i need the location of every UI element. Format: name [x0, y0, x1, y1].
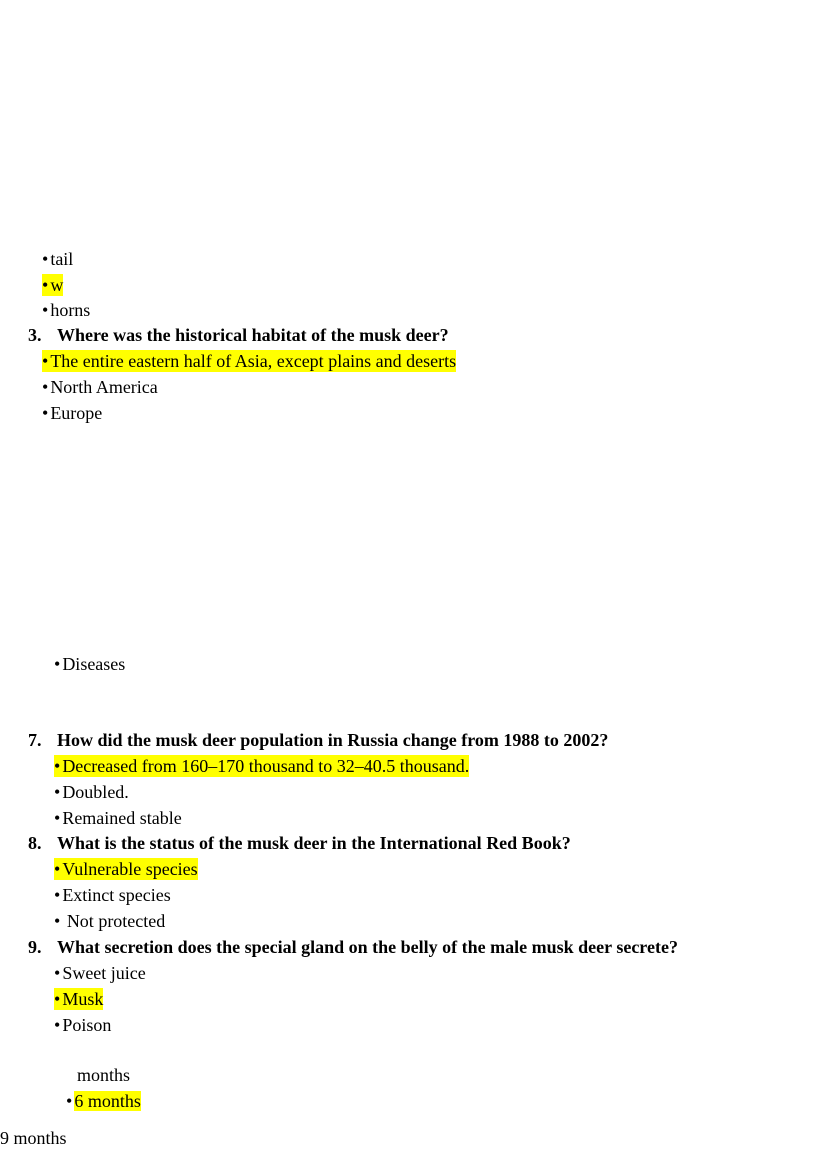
question-number: 8.	[28, 833, 42, 853]
q3-option-2: • North America	[42, 376, 158, 398]
question-text: How did the musk deer population in Russia change from 1988 to 2002?	[57, 730, 609, 750]
option-6-months-highlighted: • 6 months	[66, 1090, 141, 1112]
question-8	[28, 832, 571, 854]
question-7	[28, 729, 608, 751]
question-9	[28, 936, 678, 958]
q9-option-1: • Sweet juice	[54, 962, 146, 984]
option-diseases: • Diseases	[54, 653, 125, 675]
question-text: What secretion does the special gland on the belly of the male musk deer secrete?	[57, 937, 678, 957]
question-text: Where was the historical habitat of the musk deer?	[57, 325, 449, 345]
q8-option-3: • Not protected	[54, 910, 165, 932]
question-number: 7.	[28, 730, 42, 750]
question-3	[28, 324, 449, 346]
option-tail: • tail	[42, 248, 73, 270]
fragment-months: months	[77, 1065, 131, 1085]
fragment-9-months: 9 months	[0, 1128, 67, 1148]
question-number: 3.	[28, 325, 42, 345]
q7-option-2: • Doubled.	[54, 781, 129, 803]
q9-option-3: • Poison	[54, 1014, 111, 1036]
q3-option-3: • Europe	[42, 402, 102, 424]
q8-option-1-highlighted: • Vulnerable species	[54, 858, 198, 880]
q3-option-1-highlighted: • The entire eastern half of Asia, except plains and deserts	[42, 350, 456, 372]
option-w-highlighted: • w	[42, 274, 63, 296]
q8-option-2: • Extinct species	[54, 884, 171, 906]
q7-option-1-highlighted: • Decreased from 160–170 thousand to 32–40.5 thousand.	[54, 755, 469, 777]
question-number: 9.	[28, 937, 42, 957]
q7-option-3: • Remained stable	[54, 807, 182, 829]
option-horns: • horns	[42, 299, 90, 321]
question-text: What is the status of the musk deer in the International Red Book?	[57, 833, 571, 853]
q9-option-2-highlighted: • Musk	[54, 988, 103, 1010]
